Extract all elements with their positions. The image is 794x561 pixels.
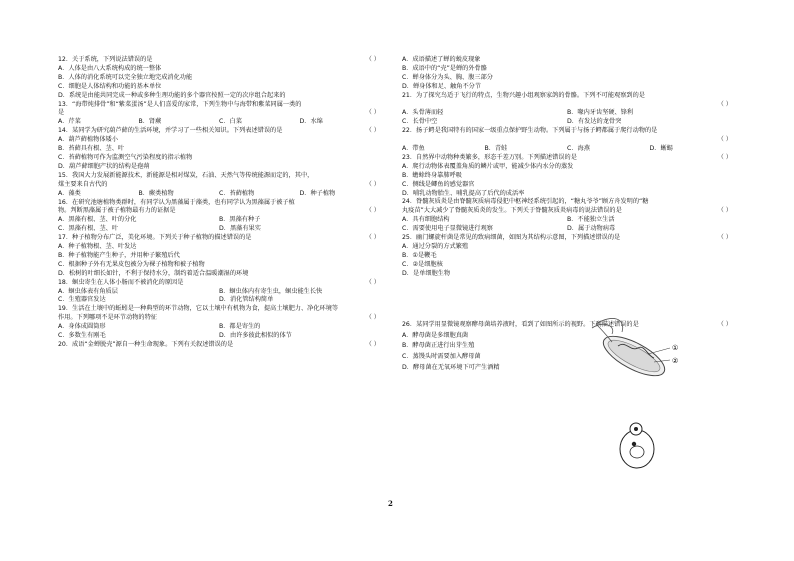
option: D．有发达的龙骨突 (567, 118, 622, 126)
option: B．都是寄生的 (219, 323, 261, 331)
option: D．由许多彼此相似的体节 (219, 332, 292, 340)
answer-blank: （ ） (365, 278, 380, 286)
option: A．芹菜 (58, 118, 81, 126)
option: A．具有细胞结构 (402, 216, 450, 224)
question-stem: 26．某同学用显微镜观察酵母菌培养液时，看到了如图所示的视野。下列描述错误的是 (402, 320, 639, 328)
option: D．是单细胞生物 (402, 269, 451, 277)
option: A．蛔虫体表有角质层 (58, 287, 118, 295)
options-row (58, 332, 380, 341)
question-17 (58, 234, 380, 243)
question-stem: 12．关于系统，下列说法错误的是 (58, 56, 153, 63)
page-number: 2 (388, 499, 393, 508)
question-22-stem: 22．扬子鳄是我国特有的国家一级重点保护野生动物。下列属于与扬子鳄都属于爬行动物的是 (402, 127, 658, 135)
question-25 (402, 234, 732, 243)
option: C．蝉身体分为头、胸、腹三部分 (402, 73, 493, 81)
option: A．成语描述了蝉的蜕皮现象 (402, 56, 481, 63)
question-14 (58, 127, 380, 136)
answer-blank: （ ） (365, 207, 380, 215)
label-1: ① (672, 344, 679, 352)
nucleus (632, 442, 636, 446)
option: C．黑藻有根、茎、叶 (58, 225, 119, 233)
question-12 (58, 56, 380, 65)
answer-blank: （ ） (717, 136, 732, 144)
options-row (58, 225, 380, 234)
question-stem: 煤主要来自古代的 (58, 180, 108, 188)
option: A．带鱼 (402, 145, 425, 153)
answer-blank: （ ） (717, 153, 732, 161)
option: A．身体成圆筒形 (58, 323, 106, 331)
option: B．喙内牙齿坚硬、锋利 (567, 109, 634, 117)
option: B．蕨类植物 (138, 189, 174, 197)
options-row (58, 323, 380, 332)
question-15-stem: 15．我国大力发展新能源技术，新能源是相对煤炭，石油、天然气等传统能源而定的，其中， (58, 171, 314, 179)
option: C．海燕 (567, 145, 590, 153)
answer-blank: （ ） (365, 234, 380, 242)
question-stem: 作用。下列哪项不是环节动物的特征 (58, 314, 157, 322)
option: C．长骨中空 (402, 118, 438, 126)
question-23 (402, 154, 732, 163)
option: A．人体是由八大系统构成的统一整体 (58, 64, 162, 72)
question-21-stem: 21．为了探究鸟适于飞行的特点，生物兴趣小组观察家鸽的骨骼。下列不可能观察到的是 (402, 91, 645, 99)
option: B．青蛙 (484, 145, 508, 153)
option: A．黑藻有根、茎、叶的分化 (58, 216, 137, 224)
option: B．①是鞭毛 (402, 251, 437, 259)
answer-blank: （ ） (365, 341, 380, 348)
option: C．苔藓植物可作为监测空气污染程度的指示植物 (58, 153, 193, 161)
answer-blank: （ ） (365, 109, 380, 117)
options-row (402, 216, 732, 225)
question-13 (58, 109, 380, 118)
option: D．哺乳动物胎生、哺乳提高了后代的成活率 (402, 189, 525, 197)
answer-blank: （ ） (365, 180, 380, 188)
question-stem: 18．蛔虫寄生在人体小肠而不被消化的原因是 (58, 278, 184, 286)
option: C．根据种子外有无果皮包被分为裸子植物和被子植物 (58, 260, 205, 268)
question-24 (402, 207, 732, 216)
option: D．水绵 (299, 118, 323, 126)
option: A．通过分裂的方式繁殖 (402, 243, 469, 250)
question-24-stem: 24．脊髓灰质炎是由脊髓灰质病毒侵犯中枢神经系统引起的，“糖丸爷爷”顾方舟发明的“糖 (402, 198, 649, 206)
option: C．生殖器官发达 (58, 296, 106, 304)
option: A．头骨薄而轻 (402, 109, 444, 117)
option: B．苔藓具有根、茎、叶 (58, 145, 125, 153)
option: D．蝉身体和足、触角不分节 (402, 82, 482, 90)
option: C．蒸馒头时需要加入酵母菌 (402, 353, 481, 361)
question-stem: 17．种子植物分布广泛，美化环境。下列关于种子植物的描述错误的是 (58, 234, 252, 242)
option: B．酵母菌正进行出芽生殖 (402, 342, 475, 350)
option: C．细胞是人体结构和功能的基本单位 (58, 82, 162, 90)
option: D．属于动物病毒 (567, 225, 616, 233)
option: A．种子植物根、茎、叶发达 (58, 243, 137, 251)
answer-blank: （ ） (365, 314, 380, 322)
option: B．种子植物能产生种子，并用种子繁殖后代 (58, 251, 180, 259)
option: D．松树的叶细长如针，不利于保持水分，制约着适合温暖潮湿的环境 (58, 269, 249, 277)
option: D．系统是由能共同完成一种或多种生理功能的多个器官按照一定的次序组合起来的 (58, 91, 286, 99)
option: D．黑藻有果实 (219, 225, 261, 233)
question-stem: 是 (58, 109, 65, 117)
option: B．肾蕨 (138, 118, 162, 126)
option: B．人体的消化系统可以完全独立地完成消化功能 (58, 73, 193, 81)
options-row (58, 216, 380, 225)
question-19 (58, 314, 380, 323)
option: C．苔藓植物 (219, 189, 255, 197)
option: C．②是细胞核 (402, 260, 443, 268)
option: B．成语中的“壳”是蝉的外骨骼 (402, 64, 487, 72)
answer-blank: （ ） (365, 127, 380, 135)
answer-blank: （ ） (717, 100, 732, 108)
option: A．酵母菌是多细胞真菌 (402, 331, 469, 339)
question-16 (58, 207, 380, 216)
question-20 (58, 341, 380, 350)
question-19-stem: 19．生活在土壤中的蚯蚓是一种典型的环节动物，它以土壤中有机物为食，提高土壤肥力、净化环境等 (58, 305, 339, 313)
option: A．藻类 (58, 189, 81, 197)
option: A．爬行动物体表覆盖角质的鳞片或甲，能减少体内水分的蒸发 (402, 162, 574, 170)
option: A．葫芦藓植物体矮小 (58, 136, 118, 144)
answer-blank: （ ） (717, 234, 732, 242)
question-stem: 23．自然界中动物种类繁多，形态千差万别。下列描述错误的是 (402, 153, 577, 161)
options-row (402, 225, 732, 234)
yeast-figure (612, 416, 660, 472)
question-16-stem: 16．在研究池塘植物类群时，有同学认为黑藻属于藻类，也有同学认为黑藻属于被子植 (58, 198, 295, 206)
question-stem: 25．幽门螺旋杆菌是常见的致病细菌，如图为其结构示意图，下列描述错误的是 (402, 234, 621, 242)
option: C．多数生有刚毛 (58, 332, 106, 340)
option: C．白菜 (219, 118, 242, 126)
question-stem: 丸疫苗”大大减少了脊髓灰质炎的发生。下列关于脊髓灰质炎病毒的说法错误的是 (402, 207, 622, 215)
options-row (402, 145, 732, 154)
question-stem: 14．某同学为研究葫芦藓的生活环境，并学习了一些相关知识。下列表述错误的是 (58, 127, 283, 135)
option: B．黑藻有种子 (219, 216, 261, 224)
left-column (58, 56, 380, 350)
options-row (58, 190, 380, 199)
bud-nucleus (634, 427, 638, 431)
bacterium-illustration (592, 318, 670, 383)
answer-blank: （ ） (717, 320, 732, 328)
option: D．消化管结构简单 (219, 296, 274, 304)
question-21 (402, 101, 732, 110)
bacterium-figure (582, 312, 692, 390)
answer-blank: （ ） (365, 56, 380, 63)
option: D．种子植物 (299, 189, 336, 197)
answer-blank: （ ） (717, 207, 732, 215)
option: D．酵母菌在无氧环境下可产生酒精 (402, 364, 500, 372)
question-18 (58, 279, 380, 288)
options-row (58, 118, 380, 127)
option: C．需要使用电子显微镜进行观察 (402, 225, 493, 233)
option: C．侧线是鲫鱼的感觉器官 (402, 180, 475, 188)
question-stem: 物。判断黑藻属于被子植物最有力的证据是 (58, 207, 176, 215)
question-13-stem: 13．“海带炖排骨”和“紫菜蛋汤”是人们喜爱的家常，下列生物中与海带和紫菜同属一类的 (58, 100, 302, 108)
option: D．蜥蜴 (649, 145, 673, 153)
option: B．不能独立生活 (567, 216, 615, 224)
options-row (402, 109, 732, 118)
option: B．蟾蜍终身靠肺呼吸 (402, 171, 462, 179)
option: D．葫芦藓细胞产状的结构是孢蒴 (58, 162, 150, 170)
label-2: ② (672, 357, 679, 365)
question-stem: 20．成语“金蝉脱壳”源自一种生命现象。下列有关叙述错误的是 (58, 341, 234, 348)
question-22 (402, 136, 732, 145)
options-row (402, 118, 732, 127)
vacuole (630, 446, 644, 458)
question-15 (58, 181, 380, 190)
option: B．蛔虫体内有寄生虫，蛔虫能生长快 (219, 287, 323, 295)
